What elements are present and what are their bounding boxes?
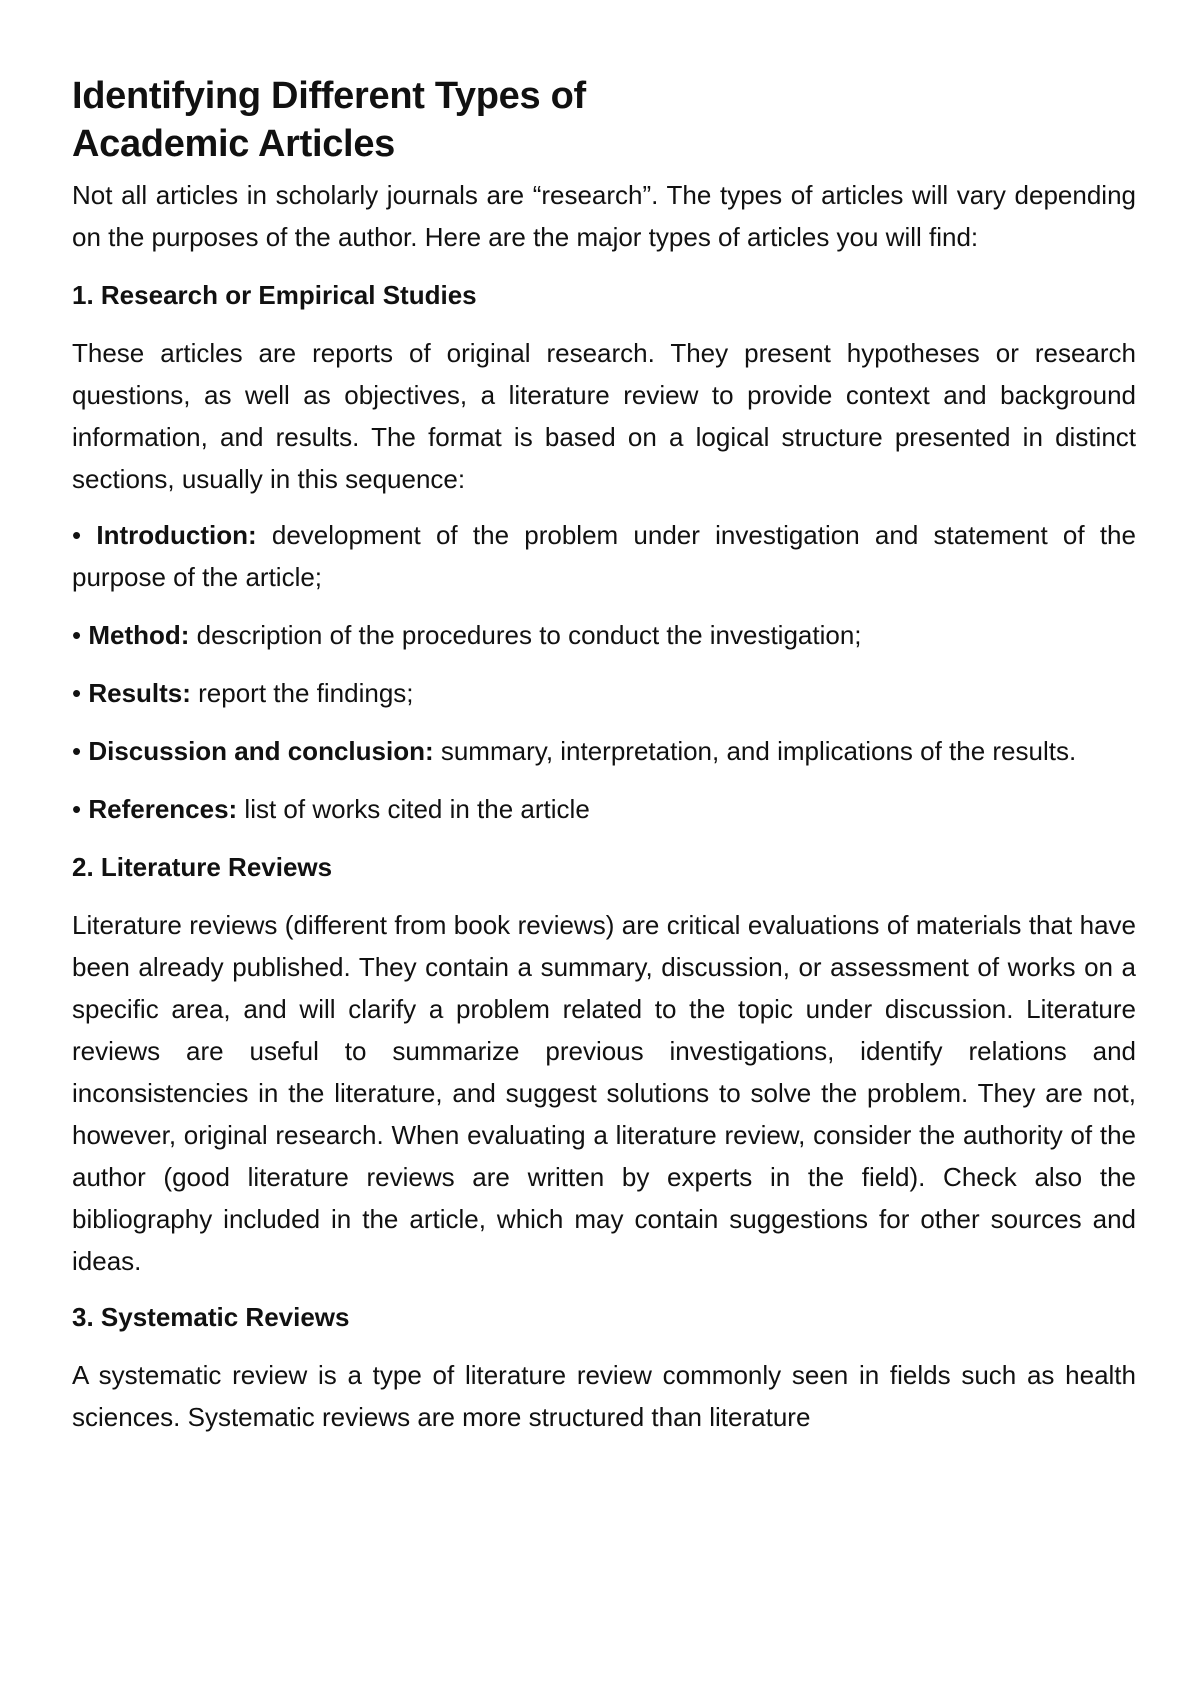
bullet-term: Introduction: [96,520,257,550]
bullet-text: report the findings; [190,678,414,708]
bullet-introduction [72,514,1136,598]
bullet-text: list of works cited in the article [237,794,590,824]
systematic-reviews-paragraph: A systematic review is a type of literature review commonly seen in fields such as health sciences. Systematic reviews are more structured than literature [72,1360,1136,1432]
document-title [72,72,1136,168]
bullet-text: description of the procedures to conduct the investigation; [189,620,862,650]
bullet-marker: • [72,520,82,550]
section-heading-research: 1. Research or Empirical Studies [72,280,477,310]
research-paragraph: These articles are reports of original research. They present hypotheses or research questions, as well as objectives, a literature review to provide context and background information, and results. The format is based on a logical structure presented in distinct sections, usually in this sequence: [72,338,1136,494]
bullet-method [72,614,1136,656]
bullet-results [72,672,1136,714]
bullet-marker: • [72,678,82,708]
title-line-2: Academic Articles [72,123,395,165]
literature-reviews-paragraph: Literature reviews (different from book reviews) are critical evaluations of materials that have been already published. They contain a summary, discussion, or assessment of works on a specific area, and will clarify a problem related to the topic under discussion. Literature reviews are useful to summarize previous investigations, identify relations and inconsistencies in the literature, and suggest solutions to solve the problem. They are not, however, original research. When evaluating a literature review, consider the authority of the author (good literature reviews are written by experts in the field). Check also the bibliography included in the article, which may contain suggestions for other sources and ideas. [72,910,1136,1276]
bullet-marker: • [72,736,82,766]
bullet-discussion [72,730,1136,772]
bullet-term: Method: [88,620,190,650]
document-page [72,72,1136,1452]
bullet-text: summary, interpretation, and implications of the results. [433,736,1077,766]
title-line-1: Identifying Different Types of [72,75,586,117]
bullet-references [72,788,1136,830]
bullet-term: Discussion and conclusion: [88,736,434,766]
section-heading-literature-reviews: 2. Literature Reviews [72,852,333,882]
bullet-text: development of the problem under investigation and statement of the purpose of the article; [72,520,1136,592]
bullet-term: References: [88,794,238,824]
section-heading-systematic-reviews: 3. Systematic Reviews [72,1302,350,1332]
bullet-marker: • [72,794,82,824]
bullet-marker: • [72,620,82,650]
intro-paragraph: Not all articles in scholarly journals are “research”. The types of articles will vary depending on the purposes of the author. Here are the major types of articles you will find: [72,180,1136,252]
bullet-term: Results: [88,678,191,708]
